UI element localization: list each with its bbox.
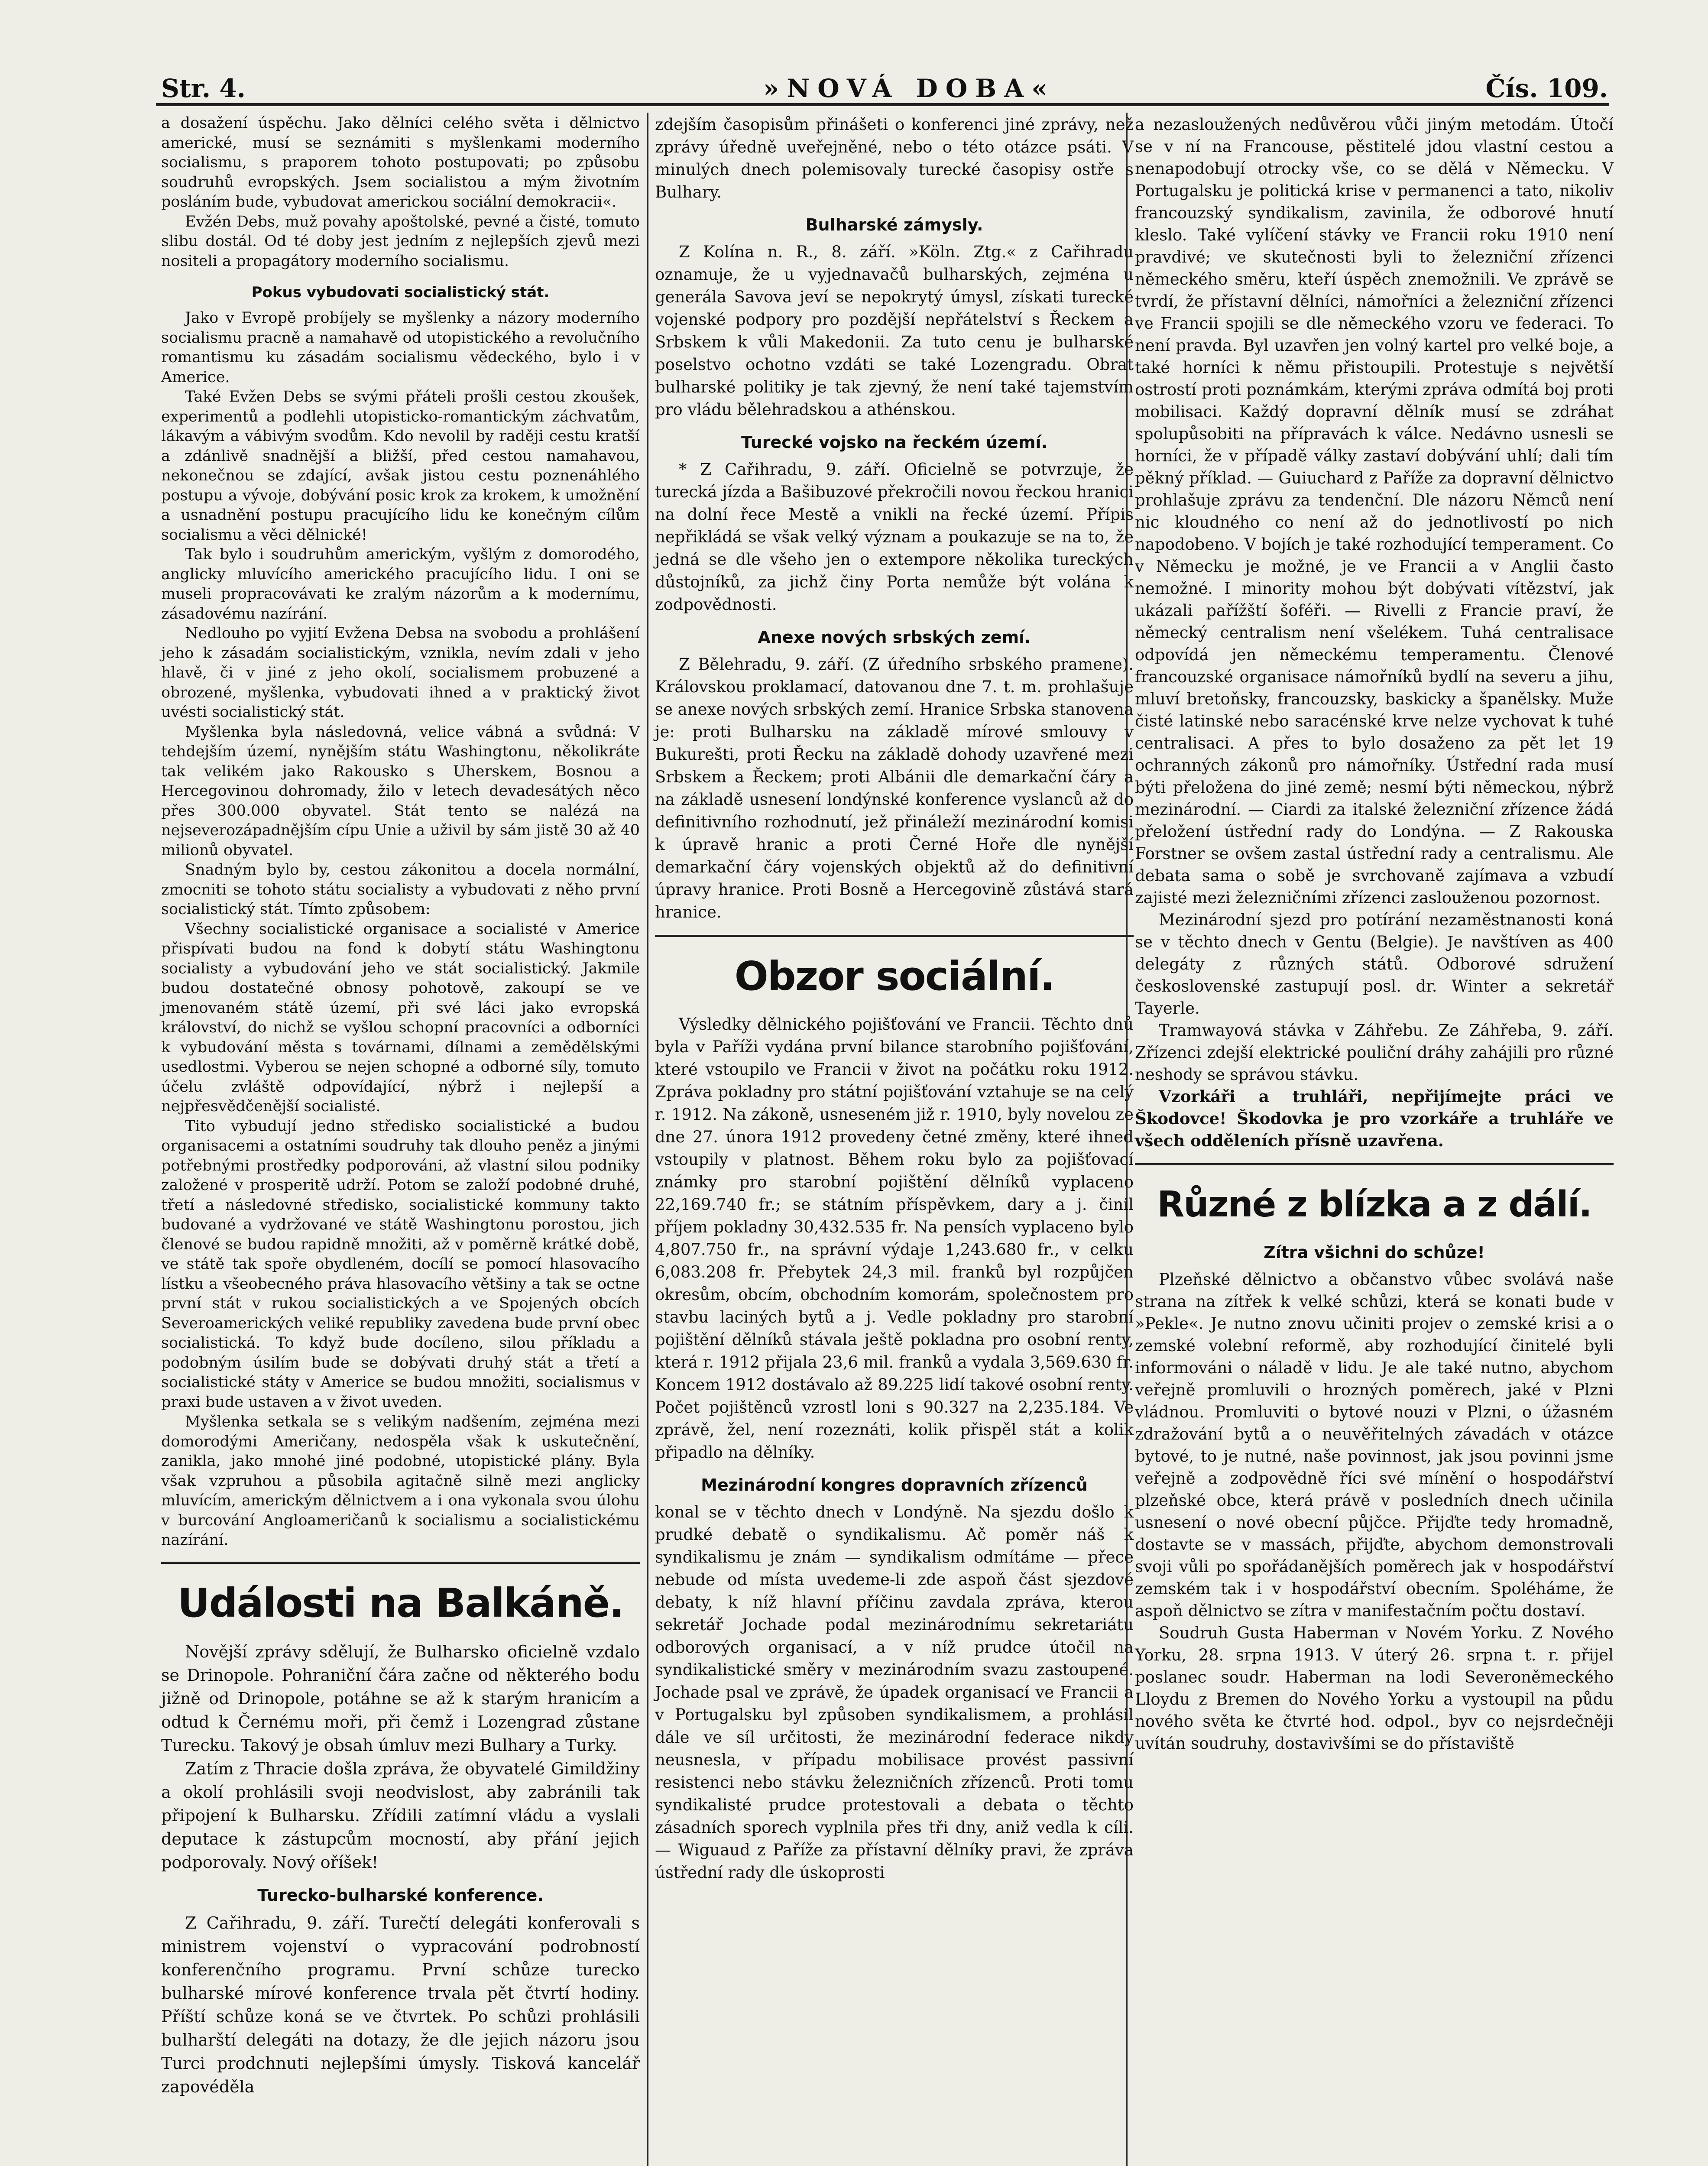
notice-paragraph: Vzorkáři a truhláři, nepřijímejte práci ve Škodovce! Škodovka je pro vzorkáře a truhláře ve všech odděleních přísně uzavřena. bbox=[1135, 1087, 1614, 1150]
article-paragraph: Myšlenka byla následovná, velice vábná a svůdná: V tehdejším území, nynějším státu Washingtonu, několikráte tak velikém jako Rakousko s Uherskem, Bosnou a Hercegovinou dohromady, žilo v letech devadesátých něco přes 300.000 obyvatel. Stát tento se nalézá na nejseverozápadnějším cípu Unie a uživil by sám jistě 30 až 40 milionů obyvatel. bbox=[161, 723, 640, 859]
article-paragraph: Snadným bylo by, cestou zákonitou a docela normální, zmocniti se tohoto státu socialisty a vybudovati z něho první socialistický stát. Tímto způsobem: bbox=[161, 861, 640, 918]
issue-number: Čís. 109. bbox=[1485, 74, 1608, 103]
section-rule bbox=[1135, 1163, 1614, 1165]
article-paragraph: Zatím z Thracie došla zpráva, že obyvatelé Gimildžiny a okolí prohlásili svoji neodvislost, aby zabránili tak připojení k Bulharsku. Zřídili zatímní vládu a vyslali deputace k zástupcům mocností, aby přání jejich podporovaly. Nový oříšek! bbox=[161, 1759, 640, 1872]
article-paragraph: konal se v těchto dnech v Londýně. Na sjezdu došlo k prudké debatě o syndikalismu. Ač poměr náš k syndikalismu je znám — syndikalism odmítáme — přece nebude od místa uvedeme-li zde aspoň část sjezdové debaty, k níž hlavní příčinu zavdala zpráva, kterou sekretář Jochade podal mezinárodnímu sekretariátu odborových organisací, a v níž prudce útočil na syndikalistické směry v mezinárodním svazu zastoupené. Jochade psal ve zprávě, že úpadek organisací ve Francii a v Portugalsku byl způsoben syndikalismem, a prohlásil dále ve síl určitosti, že mezinárodní federace nikdy neusnesla, v případu mobilisace provést passivní resistenci nebo stávku železničních zřízenců. Proti tomu syndikalisté prudce protestovali a debata o těchto zásadních sporech vyplnila přes tři dny, aniž vedla k cíli. — Wiguaud z Paříže za přístavní dělníky pravi, že zpráva ústřední rady dle úskoprosti bbox=[655, 1503, 1134, 1882]
section-heading: Zítra všichni do schůze! bbox=[1264, 1243, 1485, 1262]
article-paragraph: Plzeňské dělnictvo a občanstvo vůbec svolává naše strana na zítřek k velké schůzi, která se konati bude v »Pekle«. Je nutno znovu učiniti projev o zemské krisi a o zemské volební reformě, aby rozhodující činitelé byli informováni o náladě v lidu. Je ale také nutno, abychom veřejně promluvili o hrozných poměrech, jaké v Plzni vládnou. Promluviti o bytové nouzi v Plzni, o úžasném zdražování bytů a o neuvěřitelných závadách v otázce bytové, to je nutné, naše povinnost, jak jsou povinni jsme veřejně a zodpovědně říci své mínění o hospodářství plzeňské obce, která právě v posledních dnech učinila usnesení o nové obecní půjčce. Přijďte tedy hromadně, dostavte se v massách, přijďte, abychom demonstrovali svoji vůli po spořádanějších poměrech jak v hospodářství zemském tak i v hospodářství obecním. Spoléháme, že aspoň dělnictvo se zítra v manifestačním počtu dostaví. bbox=[1135, 1270, 1614, 1620]
section-heading: Pokus vybudovati socialistický stát. bbox=[251, 284, 550, 301]
section-heading: Turecko-bulharské konference. bbox=[257, 1885, 544, 1905]
section-heading: Turecké vojsko na řeckém území. bbox=[741, 433, 1047, 452]
section-rule bbox=[655, 935, 1134, 937]
article-paragraph: Výsledky dělnického pojišťování ve Francii. Těchto dnů byla v Paříži vydána první bilance starobního pojišťování, které vstoupilo ve Francii v život na počátku roku 1912. Zpráva pokladny pro státní pojišťování vztahuje se na celý r. 1912. Na zákoně, usneseném již r. 1910, byly novelou ze dne 27. února 1912 provedeny četné změny, které ihned vstoupily v platnost. Během roku bylo za pojišťovací známky pro starobní pojištění dělníků vyplaceno 22,169.740 fr.; se státním příspěvkem, dary a j. činil příjem pokladny 30,432.535 fr. Na pensích vyplaceno bylo 4,807.750 fr., na správní výdaje 1,243.680 fr., v celku 6,083.208 fr. Přebytek 24,3 mil. franků byl rozpůjčen okresům, obcím, obchodním komorám, společnostem pro stavbu laciných bytů a j. Vedle pokladny pro starobní pojištění dělníků stávala ještě pokladna pro osobní renty, která r. 1912 přijala 23,6 mil. franků a vydala 3,569.630 fr. Koncem 1912 dostávalo až 89.225 lidí takové osobní renty. Počet pojištěnců vzrostl loni s 90.327 na 2,235.184. Ve zprávě, žel, není rozeznáti, kolik přispěl stát a kolik připadlo na dělníky. bbox=[655, 1015, 1134, 1462]
article-paragraph: a nezasloužených nedůvěrou vůči jiným metodám. Útočí se v ní na Francouse, pěstitelé jdou vlastní cestou a nenapodobují otrocky vše, co se dělá v Německu. V Portugalsku je politická krise v permanenci a tato, nikoliv francouzský syndikalism, zavinila, že odborové hnutí kleslo. Také vylíčení stávky ve Francii roku 1910 není pravdivé; ve skutečnosti byli to železniční zřízenci německého směru, kteří úspěch znemožnili. Ve zprávě se tvrdí, že přístavní dělníci, námořníci a železniční zřízenci ve Francii spojili se dle německého vzoru ve federaci. To není pravda. Byl uzavřen jen volný kartel pro velké boje, a také horníci k němu přistoupili. Protestuje s největší ostrostí proti poznámkám, kterými zpráva odmítá boj proti mobilisaci. Každý dopravní dělník musí se zdráhat spolupůsobiti na přípravách k válce. Nedávno usnesli se horníci, že v případě války zastaví dobývání uhlí; dali tím pěkný příklad. — Guiuchard z Paříže za dopravní dělnictvo prohlašuje zprávu za tendenční. Dle názoru Němců není nic kloudného co není až do jednotlivostí po nich napodobeno. V bojích je také rozhodující temperament. Co v Německu je možné, je ve Francii a v Anglii často nemožné. I minority mohou být dobývati vítězství, jak ukázali pařížští šoféři. — Rivelli z Francie praví, že německý centralism není všelékem. Tuhá centralisace odpovídá jen německému temperamentu. Členové francouzské organisace námořníků bydlí na severu a jihu, mluví bretoňsky, francouzsky, baskicky a španělsky. Muže čisté latinské nebo saracénské krve nelze vychovat k tuhé centralisaci. A přes to bylo dosaženo za pět let 19 ochranných zákonů pro námořníky. Ústřední rada musí býti přeložena do jiné země; nesmí býti německou, nýbrž mezinárodní. — Ciardi za italské železniční zřízence žádá přeložení ústřední rady do Londýna. — Z Rakouska Forstner se ovšem zastal ústřední rady a centralismu. Ale debata sama o sobě je svrchovaně zajímava a vzbudí zajisté mezi železničními zřízenci zaslouženou pozornost. bbox=[1135, 115, 1614, 907]
article-paragraph: Myšlenka setkala se s velikým nadšením, zejména mezi domorodými Američany, nedospěla však k uskutečnění, zanikla, jako mnohé jiné podobné, utopistické plány. Byla však vzpruhou a působila agitačně silně mezi anglicky mluvícím, americkým dělnictvem a i ona vykonala svou úlohu v burcování Angloameričanů k socialismu a socialistickému nazírání. bbox=[161, 1413, 640, 1549]
article-paragraph: Jako v Evropě probíjely se myšlenky a názory moderního socialismu pracně a namahavě od utopistického a revolučního romantismu ku zásadám socialismu vědeckého, bylo i v Americe. bbox=[161, 309, 640, 386]
section-title-balkan: Události na Balkáně. bbox=[177, 1579, 624, 1626]
article-paragraph: * Z Cařihradu, 9. září. Oficielně se potvrzuje, že turecká jízda a Bašibuzové překročili novou řeckou hranici na dolní řece Mestě a vnikli na řecké území. Přípis nepřikládá se však velký význam a poukazuje se na to, že jedná se dle všeho jen o extempore několika tureckých důstojníků, za jichž činy Porta nemůže být volána k zodpovědnosti. bbox=[655, 460, 1134, 614]
article-paragraph: Evžén Debs, muž povahy apoštolské, pevné a čisté, tomuto slibu dostál. Od té doby jest jedním z nejlepších zjevů mezi nositeli a propagátory moderního socialismu. bbox=[161, 213, 640, 270]
article-paragraph: Z Kolína n. R., 8. září. »Köln. Ztg.« z Cařihradu oznamuje, že u vyjednavačů bulharských, zejména u generála Savova jeví se nepokrytý úmysl, získati turecké vojenské podpory pro pozdější nepřátelství s Řeckem a Srbskem k vůli Makedonii. Za tuto cenu je bulharské poselstvo ochotno vzdáti se také Lozengradu. Obrat bulharské politiky je tak zjevný, že není také tajemstvím pro vládu bělehradskou a athénskou. bbox=[655, 243, 1134, 419]
article-paragraph: Tito vybudují jedno středisko socialistické a budou organisacemi a ostatními soudruhy tak dlouho peněz a jinými potřebnými prostředky podporováni, až vlastní silou podniky založené v prosperitě udrží. Potom se založí podobné druhé, třetí a následovné středisko, socialistické kommuny takto budované a vydržované ve státě Washingtonu porostou, jich členové se budou rapidně množiti, až v poměrně krátké době, ve státě tak spoře obydleném, docílí se pomocí hlasovacího lístku a všeobecného práva hlasovacího většiny a tak se octne první stát v rukou socialistických a ve Spojených obcích Severoamerických veliké republiky zavedena bude první obec socialistická. To když bude docíleno, silou příkladu a podobným úsilím bude se dobývati druhý stát a třetí a socialistické státy v Americe se budou množiti, socialismus v praxi bude ustaven a v život uveden. bbox=[161, 1117, 640, 1411]
column-1 bbox=[161, 113, 640, 2098]
article-paragraph: Novější zprávy sdělují, že Bulharsko oficielně vzdalo se Drinopole. Pohraniční čára začne od některého bodu jižně od Drinopole, potáhne se až k starým hranicím a odtud k Černému moři, při čemž i Lozengrad zůstane Turecku. Takový je obsah úmluv mezi Bulhary a Turky. bbox=[161, 1642, 640, 1755]
article-paragraph: Nedlouho po vyjití Evžena Debsa na svobodu a prohlášení jeho k zásadám socialistickým, vznikla, nevím zdali v jeho hlavě, či v jiné z jeho okolí, socialismem probuzené a obrozené, myšlenka, vybudovati ihned a v praktický život uvésti socialistický stát. bbox=[161, 625, 640, 721]
column-divider-1 bbox=[647, 113, 648, 2166]
article-paragraph: Tak bylo i soudruhům americkým, vyšlým z domorodého, anglicky mluvícího amerického pracujícího lidu. I oni se museli propracovávati ke zralým názorům a k modernímu, zásadovému nazírání. bbox=[161, 546, 640, 623]
section-heading: Bulharské zámysly. bbox=[805, 215, 983, 234]
article-paragraph: zdejším časopisům přinášeti o konferenci jiné zprávy, než zprávy úředně uveřejněné, nebo o této otázce psáti. V minulých dnech polemisovaly turecké časopisy ostře s Bulhary. bbox=[655, 115, 1134, 201]
newspaper-title: »NOVÁ DOBA« bbox=[763, 74, 1055, 103]
section-title-misc: Různé z blízka a z dálí. bbox=[1157, 1184, 1591, 1225]
section-heading: Mezinárodní kongres dopravních zřízenců bbox=[701, 1475, 1088, 1495]
section-rule bbox=[161, 1562, 640, 1564]
article-paragraph: Soudruh Gusta Haberman v Novém Yorku. Z Nového Yorku, 28. srpna 1913. V úterý 26. srpna t. r. přijel poslanec soudr. Haberman na lodi Severoněmeckého Lloydu z Bremen do Nového Yorku a vystoupil na půdu nového světa ke čtvrté hod. odpol., byv co nejsrdečněji uvítán soudruhy, dostavivšími se do přístaviště bbox=[1135, 1624, 1614, 1753]
article-paragraph: Z Cařihradu, 9. září. Turečtí delegáti konferovali s ministrem vojenství o vypracování podrobností konferenčního programu. První schůze turecko bulharské mírové konference trvala pět čtvrtí hodiny. Příští schůze koná se ve čtvrtek. Po schůzi prohlásili bulharští delegáti na dotazy, že dle jejich názoru jsou Turci prodchnuti nejlepšími úmysly. Tisková kancelář zapovéděla bbox=[161, 1913, 640, 2096]
article-paragraph: Také Evžen Debs se svými přáteli prošli cestou zkoušek, experimentů a podlehli utopisticko-romantickým záchvatům, lákavým a vábivým svodům. Kdo nevolil by raději cestu kratší a zdánlivě snadnější a bližší, před cestou namahavou, nekonečnou se zdající, avšak jistou cestu poznenáhlého postupu a vývoje, dobývání posic krok za krokem, k umožnění a usnadnění postupu pracujícího lidu ke konečným cílům socialismu a věci dělnické! bbox=[161, 388, 640, 544]
article-paragraph: a dosažení úspěchu. Jako dělníci celého světa i dělnictvo americké, musí se seznámiti s myšlenkami moderního socialismu, s praporem tohoto postupovati; po způsobu soudruhů evropských. Jsem socialistou a mým životním posláním bude, vybudovat americkou sociální demokracii«. bbox=[161, 114, 640, 211]
section-title-social: Obzor sociální. bbox=[734, 953, 1054, 999]
page-header bbox=[161, 65, 1608, 104]
header-rule bbox=[156, 103, 1609, 106]
column-3 bbox=[1135, 113, 1614, 1754]
section-heading: Anexe nových srbských zemí. bbox=[758, 628, 1031, 647]
article-paragraph: Tramwayová stávka v Záhřebu. Ze Záhřeba, 9. září. Zřízenci zdejší elektrické pouliční dráhy zahájili pro různé neshody se správou stávku. bbox=[1135, 1021, 1614, 1084]
article-paragraph: Mezinárodní sjezd pro potírání nezaměstnanosti koná se v těchto dnech v Gentu (Belgie). Je navštíven as 400 delegáty z různých států. Odborové sdružení československé zastupují posl. dr. Winter a sekretář Tayerle. bbox=[1135, 911, 1614, 1018]
column-2 bbox=[655, 113, 1134, 1884]
article-paragraph: Všechny socialistické organisace a socialisté v Americe přispívati budou na fond k dobytí státu Washingtonu socialisty a vybudování jeho ve stát socialistický. Jakmile budou dostatečné obnosy pohotově, zakoupí se ve jmenovaném státě území, při své láci jako evropská království, do nichž se vyšlou schopní pracovníci a odborníci k vybudování města s továrnami, dílnami a zemědělskými usedlostmi. Vyberou se nejen schopné a odborné síly, tomuto účelu zvláště odpovídající, nýbrž i nejlepší a nejpřesvědčenější socialisté. bbox=[161, 920, 640, 1115]
page-number: Str. 4. bbox=[161, 74, 246, 103]
article-paragraph: Z Bělehradu, 9. září. (Z úředního srbského pramene). Královskou proklamací, datovanou dne 7. t. m. prohlašuje se anexe nových srbských zemí. Hranice Srbska stanovena je: proti Bulharsku na základě mírové smlouvy v Bukurešti, proti Řecku na základě dohody uzavřené mezi Srbskem a Řeckem; proti Albánii dle demarkační čáry a na základě usnesení londýnské konference vyslanců až do definitivního rozhodnutí, jež přináleží mezinárodní komisi k úpravě hranic a proti Černé Hoře dle nynější demarkační čáry vojenských objektů až do definitivní úpravy hranice. Proti Bosně a Hercegovině zůstává stará hranice. bbox=[655, 655, 1134, 921]
